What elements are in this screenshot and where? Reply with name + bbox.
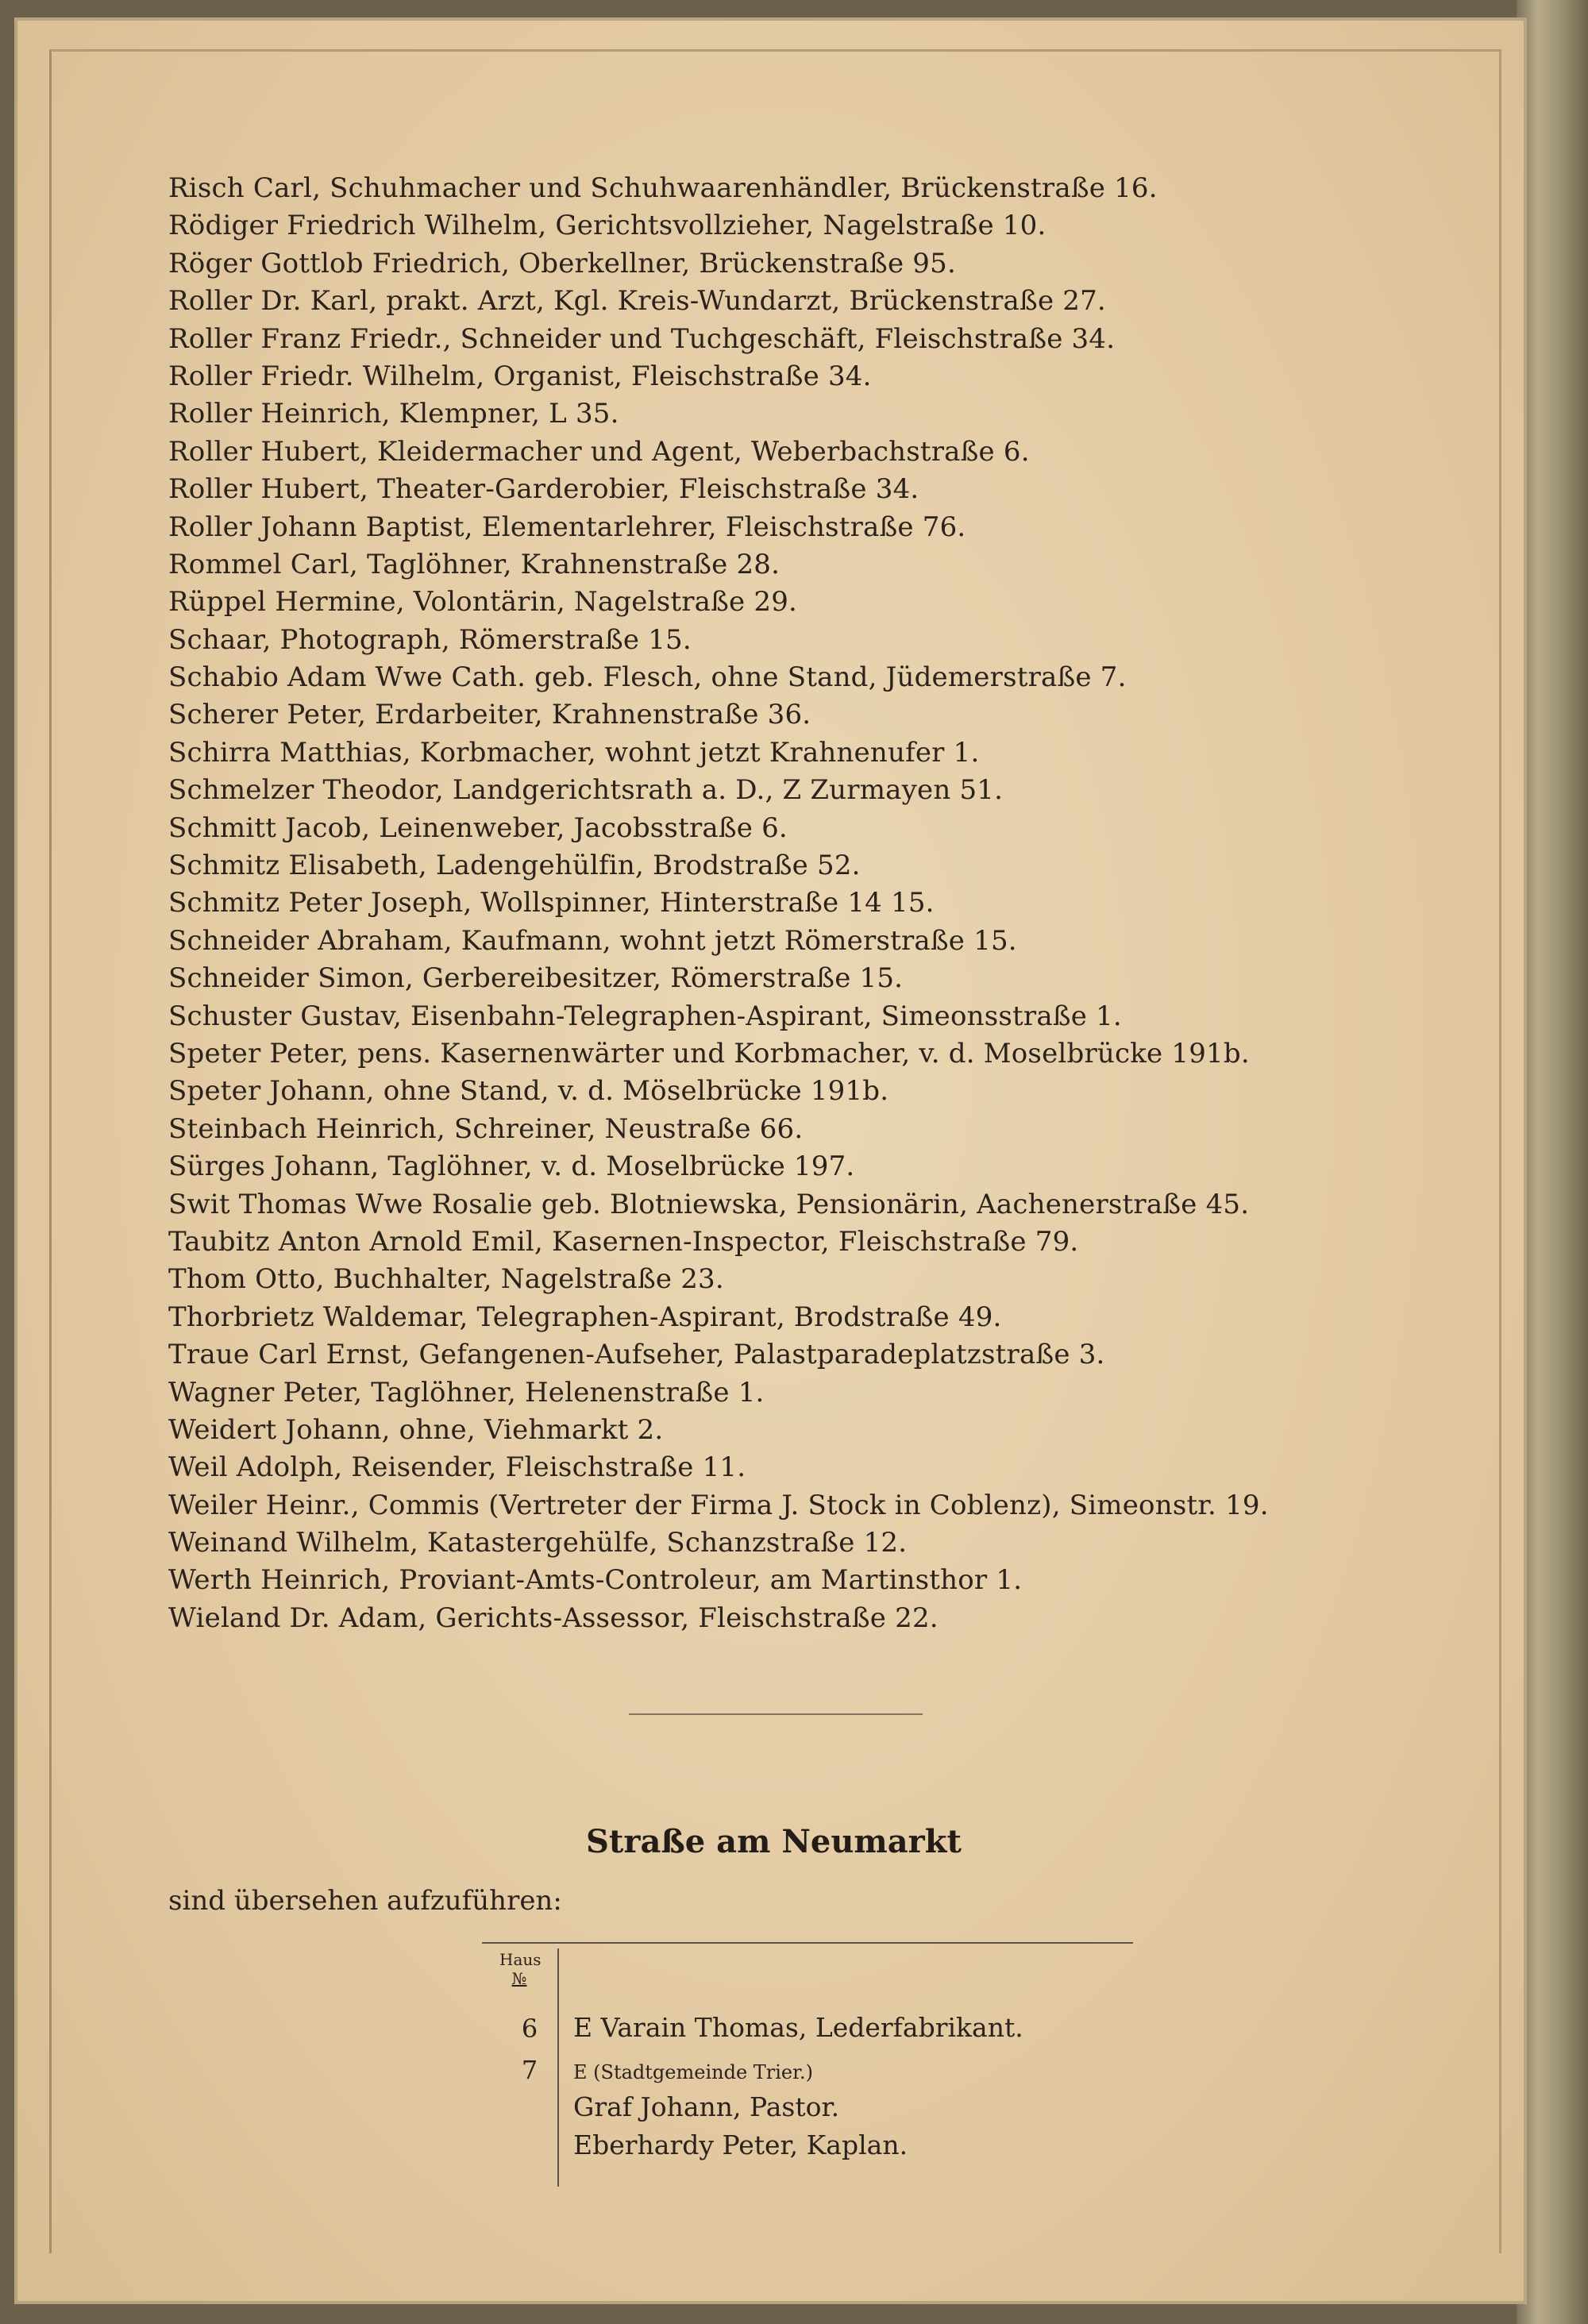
- section-heading: Straße am Neumarkt: [586, 1823, 962, 1860]
- directory-entry: Weiler Heinr., Commis (Vertreter der Firma J. Stock in Coblenz), Simeonstr. 19.: [168, 1489, 1269, 1521]
- directory-entry: Werth Heinrich, Proviant-Amts-Controleur, am Martinsthor 1.: [168, 1564, 1023, 1597]
- directory-entry: Schmelzer Theodor, Landgerichtsrath a. D., Z Zurmayen 51.: [168, 774, 1004, 807]
- table-row-line: E Varain Thomas, Lederfabrikant.: [573, 2012, 1023, 2043]
- table-top-rule: [482, 1942, 1133, 1944]
- directory-entry: Schmitt Jacob, Leinenweber, Jacobsstraße 6.: [168, 811, 788, 844]
- directory-entry: Rommel Carl, Taglöhner, Krahnenstraße 28.: [168, 548, 781, 580]
- directory-entry: Risch Carl, Schuhmacher und Schuhwaarenhändler, Brückenstraße 16.: [168, 172, 1158, 204]
- directory-entry: Speter Johann, ohne Stand, v. d. Möselbrücke 191b.: [168, 1075, 889, 1108]
- directory-entry: Weinand Wilhelm, Katastergehülfe, Schanzstraße 12.: [168, 1527, 908, 1559]
- directory-entry: Rüppel Hermine, Volontärin, Nagelstraße 29.: [168, 586, 798, 619]
- directory-entry: Sürges Johann, Taglöhner, v. d. Moselbrücke 197.: [168, 1150, 855, 1183]
- directory-entry: Traue Carl Ernst, Gefangenen-Aufseher, Palastparadeplatzstraße 3.: [168, 1339, 1105, 1371]
- table-row-line: E (Stadtgemeinde Trier.): [573, 2061, 813, 2083]
- directory-entry: Röger Gottlob Friedrich, Oberkellner, Brückenstraße 95.: [168, 247, 956, 279]
- book-spine: [1517, 0, 1588, 2324]
- header-no: №: [511, 1969, 527, 1988]
- document-page: [14, 17, 1527, 2304]
- header-haus: Haus: [499, 1950, 542, 1969]
- directory-entry: Schuster Gustav, Eisenbahn-Telegraphen-Aspirant, Simeonsstraße 1.: [168, 1000, 1122, 1032]
- directory-entry: Schmitz Elisabeth, Ladengehülfin, Brodstraße 52.: [168, 850, 861, 882]
- section-intro: sind übersehen aufzuführen:: [168, 1885, 562, 1917]
- directory-entry: Roller Friedr. Wilhelm, Organist, Fleischstraße 34.: [168, 360, 872, 392]
- directory-entry: Steinbach Heinrich, Schreiner, Neustraße 66.: [168, 1112, 804, 1145]
- directory-entry: Scherer Peter, Erdarbeiter, Krahnenstraße 36.: [168, 699, 811, 731]
- directory-entry: Weil Adolph, Reisender, Fleischstraße 11.: [168, 1451, 746, 1484]
- house-number: 7: [521, 2055, 538, 2085]
- directory-entry: Swit Thomas Wwe Rosalie geb. Blotniewska, Pensionärin, Aachenerstraße 45.: [168, 1188, 1250, 1220]
- table-column-rule: [557, 1948, 559, 2187]
- house-number: 6: [521, 2014, 538, 2044]
- directory-entry: Schneider Simon, Gerbereibesitzer, Römerstraße 15.: [168, 962, 904, 995]
- directory-entry: Roller Johann Baptist, Elementarlehrer, Fleischstraße 76.: [168, 511, 966, 543]
- house-table: [482, 1942, 1133, 2192]
- directory-entry: Roller Hubert, Kleidermacher und Agent, Weberbachstraße 6.: [168, 435, 1030, 468]
- directory-entry: Schneider Abraham, Kaufmann, wohnt jetzt Römerstraße 15.: [168, 924, 1017, 957]
- directory-entry: Roller Hubert, Theater-Garderobier, Fleischstraße 34.: [168, 473, 919, 506]
- table-row-line: Graf Johann, Pastor.: [573, 2091, 840, 2122]
- directory-entry: Roller Heinrich, Klempner, L 35.: [168, 398, 619, 430]
- directory-entry: Taubitz Anton Arnold Emil, Kasernen-Inspector, Fleischstraße 79.: [168, 1225, 1079, 1258]
- directory-entry: Thom Otto, Buchhalter, Nagelstraße 23.: [168, 1263, 724, 1296]
- directory-entry: Wagner Peter, Taglöhner, Helenenstraße 1.: [168, 1376, 765, 1409]
- directory-entry: Rödiger Friedrich Wilhelm, Gerichtsvollzieher, Nagelstraße 10.: [168, 210, 1046, 242]
- table-row-line: Eberhardy Peter, Kaplan.: [573, 2129, 908, 2160]
- directory-list: [168, 170, 1486, 1637]
- section-divider: [629, 1713, 923, 1715]
- directory-entry: Weidert Johann, ohne, Viehmarkt 2.: [168, 1413, 664, 1446]
- house-number-header: [499, 1950, 542, 1988]
- directory-entry: Schaar, Photograph, Römerstraße 15.: [168, 623, 692, 656]
- directory-entry: Speter Peter, pens. Kasernenwärter und Korbmacher, v. d. Moselbrücke 191b.: [168, 1037, 1250, 1070]
- directory-entry: Schabio Adam Wwe Cath. geb. Flesch, ohne Stand, Jüdemerstraße 7.: [168, 661, 1127, 694]
- directory-entry: Thorbrietz Waldemar, Telegraphen-Aspirant, Brodstraße 49.: [168, 1301, 1002, 1333]
- directory-entry: Schmitz Peter Joseph, Wollspinner, Hinterstraße 14 15.: [168, 887, 935, 919]
- directory-entry: Roller Dr. Karl, prakt. Arzt, Kgl. Kreis-Wundarzt, Brückenstraße 27.: [168, 285, 1106, 318]
- directory-entry: Roller Franz Friedr., Schneider und Tuchgeschäft, Fleischstraße 34.: [168, 322, 1116, 355]
- directory-entry: Wieland Dr. Adam, Gerichts-Assessor, Fleischstraße 22.: [168, 1601, 939, 1634]
- directory-entry: Schirra Matthias, Korbmacher, wohnt jetzt Krahnenufer 1.: [168, 736, 980, 769]
